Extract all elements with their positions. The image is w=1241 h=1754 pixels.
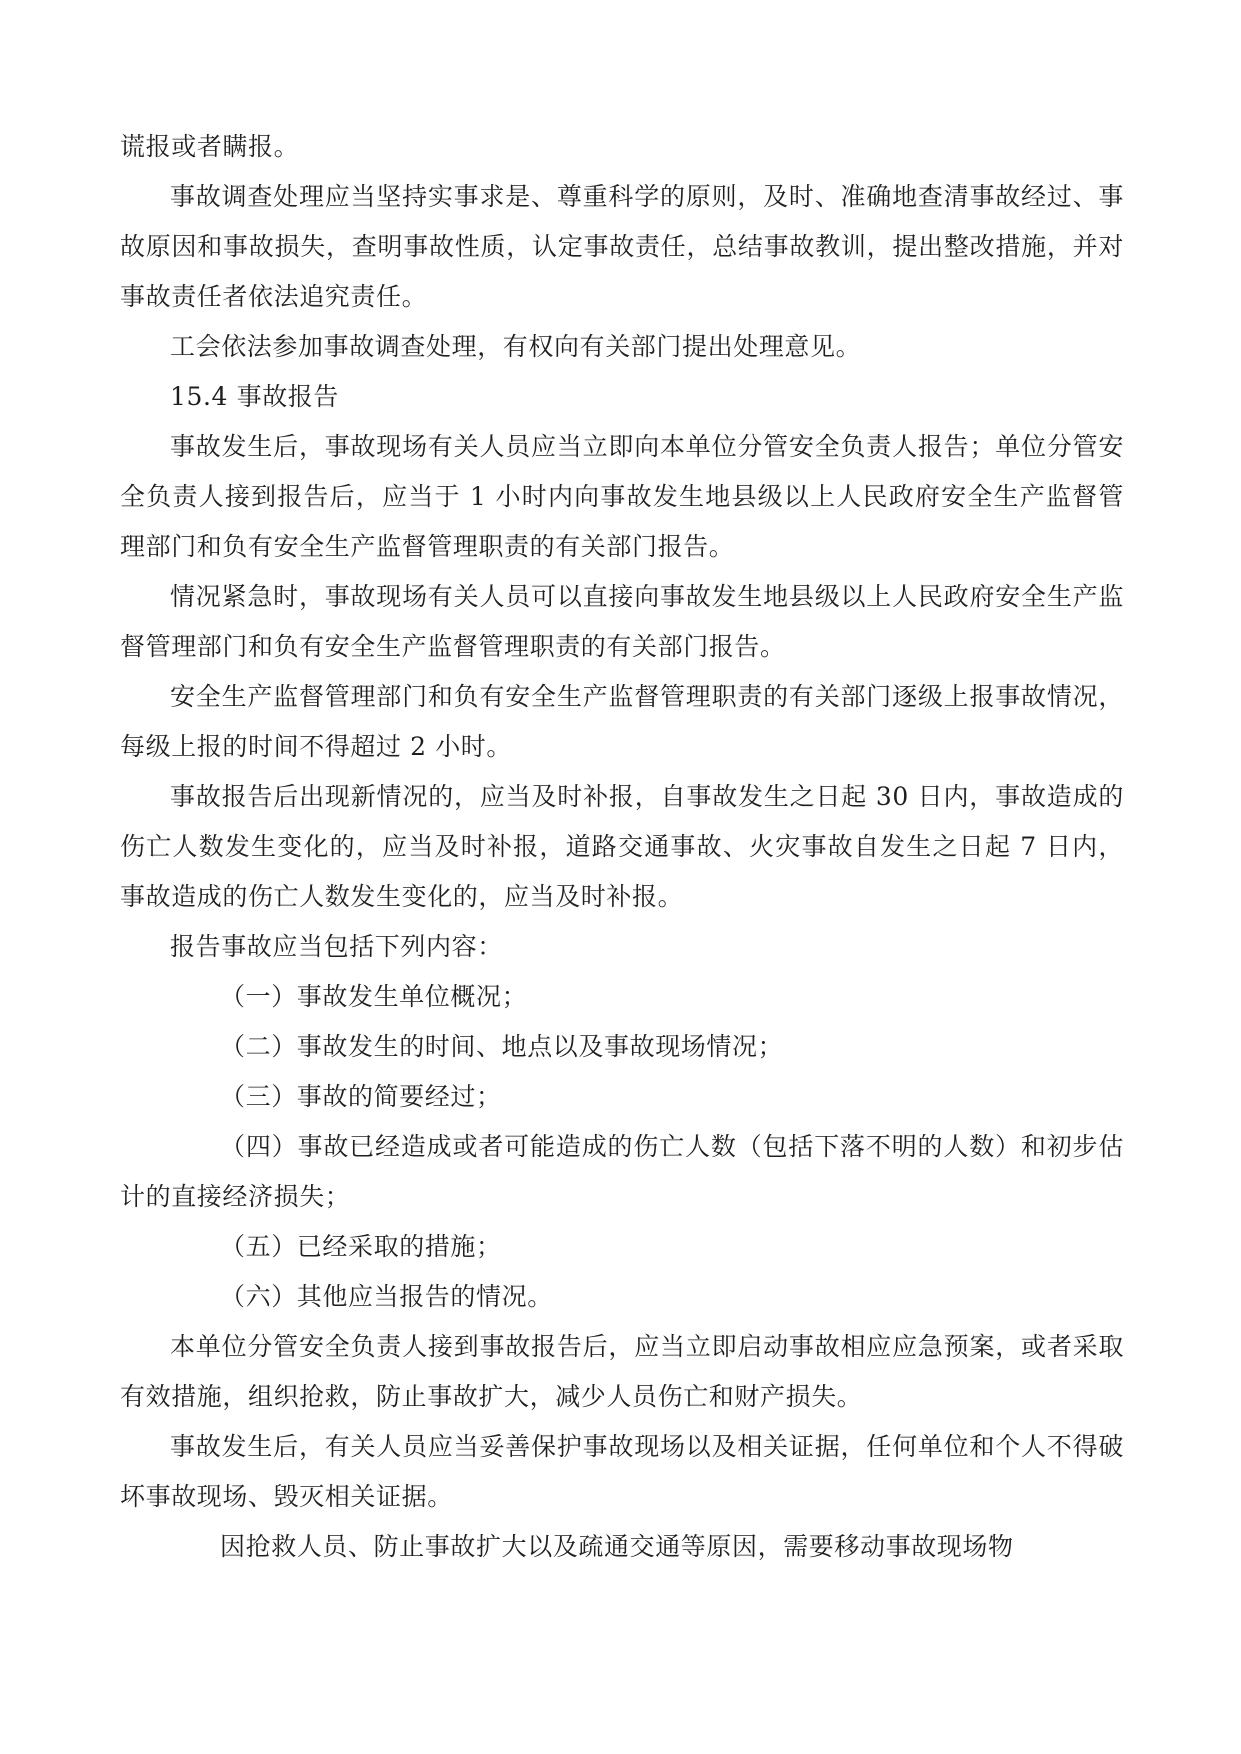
paragraph-investigation-principles: 事故调查处理应当坚持实事求是、尊重科学的原则，及时、准确地查清事故经过、事故原因和事故损失，查明事故性质，认定事故责任，总结事故教训，提出整改措施，并对事故责任者依法追究责任。 xyxy=(120,182,1124,311)
paragraph-continuation: 谎报或者瞒报。 xyxy=(120,132,300,161)
paragraph-moving-scene-objects: 因抢救人员、防止事故扩大以及疏通交通等原因，需要移动事故现场物 xyxy=(220,1532,1014,1561)
paragraph-scene-protection: 事故发生后，有关人员应当妥善保护事故现场以及相关证据，任何单位和个人不得破坏事故现场、毁灭相关证据。 xyxy=(120,1432,1124,1511)
list-item-5: （五）已经采取的措施； xyxy=(220,1232,502,1261)
paragraph-report-contents-intro: 报告事故应当包括下列内容： xyxy=(170,932,503,961)
paragraph-union-participation: 工会依法参加事故调查处理，有权向有关部门提出处理意见。 xyxy=(170,332,862,361)
paragraph-response-measures: 本单位分管安全负责人接到事故报告后，应当立即启动事故相应应急预案，或者采取有效措施，组织抢救，防止事故扩大，减少人员伤亡和财产损失。 xyxy=(120,1332,1124,1411)
paragraph-supplementary-report: 事故报告后出现新情况的，应当及时补报，自事故发生之日起 30 日内，事故造成的伤亡人数发生变化的，应当及时补报，道路交通事故、火灾事故自发生之日起 7 日内，事故造成的伤亡人数发生变化的，应当及时补报。 xyxy=(120,782,1124,911)
document-body xyxy=(120,122,1124,1572)
list-item-3: （三）事故的简要经过； xyxy=(220,1082,502,1111)
section-heading-accident-report: 15.4 事故报告 xyxy=(170,382,340,411)
list-item-1: （一）事故发生单位概况； xyxy=(220,982,528,1011)
paragraph-report-procedure: 事故发生后，事故现场有关人员应当立即向本单位分管安全负责人报告；单位分管安全负责人接到报告后，应当于 1 小时内向事故发生地县级以上人民政府安全生产监督管理部门和负有安全生产监督管理职责的有关部门报告。 xyxy=(120,432,1124,561)
paragraph-escalation: 安全生产监督管理部门和负有安全生产监督管理职责的有关部门逐级上报事故情况，每级上报的时间不得超过 2 小时。 xyxy=(120,682,1124,761)
list-item-2: （二）事故发生的时间、地点以及事故现场情况； xyxy=(220,1032,784,1061)
list-item-6: （六）其他应当报告的情况。 xyxy=(220,1282,553,1311)
paragraph-emergency-report: 情况紧急时，事故现场有关人员可以直接向事故发生地县级以上人民政府安全生产监督管理部门和负有安全生产监督管理职责的有关部门报告。 xyxy=(120,582,1124,661)
list-item-4: （四）事故已经造成或者可能造成的伤亡人数（包括下落不明的人数）和初步估计的直接经济损失； xyxy=(120,1132,1124,1211)
